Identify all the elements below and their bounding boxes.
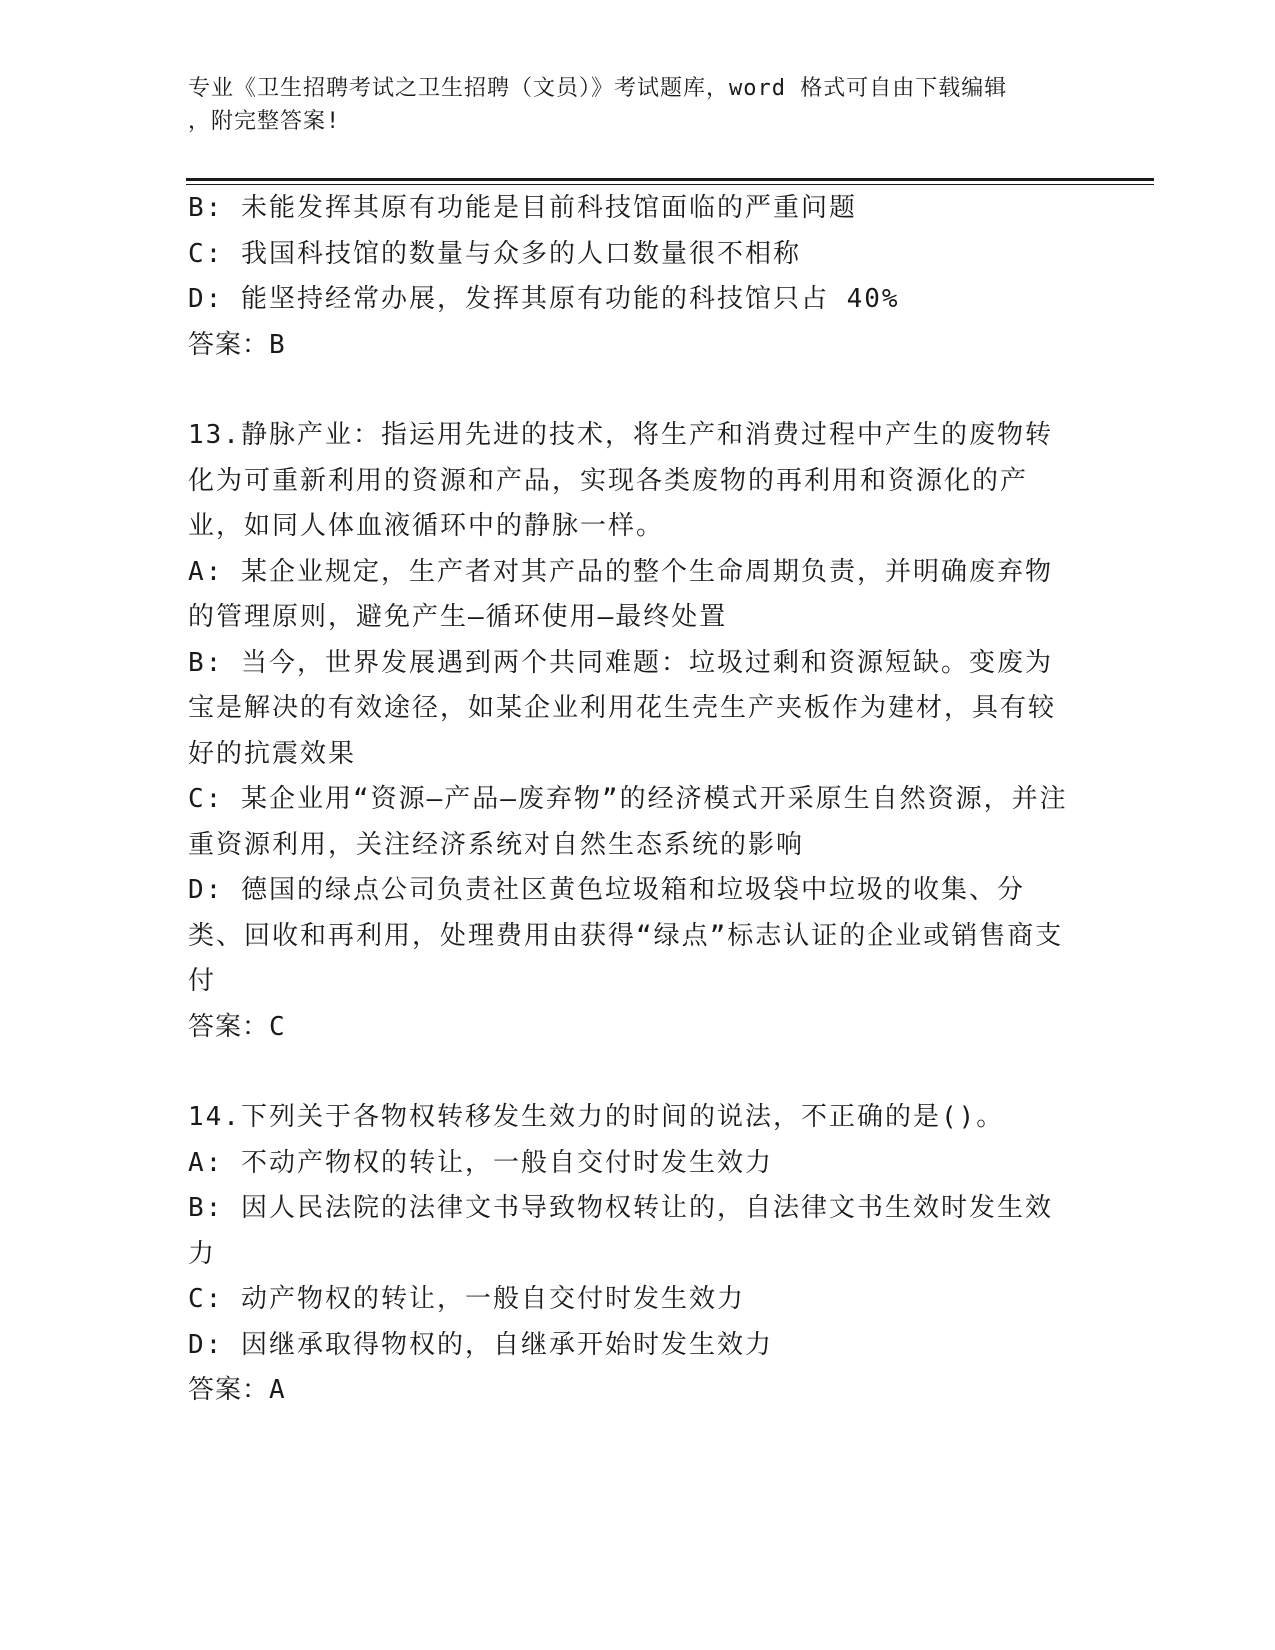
- header-divider-thin: [186, 184, 1154, 185]
- answer-line: 答案：A: [188, 1375, 286, 1405]
- option-d: D: 德国的绿点公司负责社区黄色垃圾箱和垃圾袋中垃圾的收集、分类、回收和再利用，处理费用由获得“绿点”标志认证的企业或销售商支付: [188, 875, 1064, 996]
- option-a: A: 某企业规定，生产者对其产品的整个生命周期负责，并明确废弃物的管理原则，避免产生—循环使用—最终处置: [188, 556, 1053, 632]
- page-header: [188, 72, 1088, 138]
- spacer: [188, 1050, 1078, 1095]
- option-b: B: 当今，世界发展遇到两个共同难题：垃圾过剩和资源短缺。变废为宝是解决的有效途径，如某企业利用花生壳生产夹板作为建材，具有较好的抗震效果: [188, 647, 1057, 769]
- question-stem: 14.下列关于各物权转移发生效力的时间的说法，不正确的是()。: [188, 1102, 1005, 1132]
- question-stem: 13.静脉产业：指运用先进的技术，将生产和消费过程中产生的废物转化为可重新利用的资源和产品，实现各类废物的再利用和资源化的产业，如同人体血液循环中的静脉一样。: [188, 420, 1053, 541]
- spacer: [188, 368, 1078, 413]
- answer-line: 答案：C: [188, 1011, 286, 1042]
- option-d: D: 因继承取得物权的，自继承开始时发生效力: [188, 1329, 773, 1360]
- option-a: A: 不动产物权的转让，一般自交付时发生效力: [188, 1147, 773, 1178]
- option-c: C: 某企业用“资源—产品—废弃物”的经济模式开采原生自然资源，并注重资源利用，关注经济系统对自然生态系统的影响: [188, 784, 1068, 860]
- answer-line: 答案：B: [188, 329, 286, 360]
- document-body: [188, 186, 1078, 1414]
- option-b: B: 因人民法院的法律文书导致物权转让的，自法律文书生效时发生效力: [188, 1193, 1053, 1269]
- header-line-1: 专业《卫生招聘考试之卫生招聘（文员）》考试题库，word 格式可自由下载编辑: [188, 76, 1008, 101]
- question-14: [188, 1095, 1078, 1414]
- header-divider-thick: [186, 178, 1154, 181]
- question-12-continued: [188, 186, 1078, 368]
- option-c: C: 动产物权的转让，一般自交付时发生效力: [188, 1284, 745, 1314]
- option-b: B: 未能发挥其原有功能是目前科技馆面临的严重问题: [188, 193, 857, 223]
- option-d: D: 能坚持经常办展，发挥其原有功能的科技馆只占 40%: [188, 284, 900, 314]
- option-c: C: 我国科技馆的数量与众多的人口数量很不相称: [188, 238, 801, 269]
- header-line-2: ，附完整答案!: [188, 109, 341, 134]
- question-13: [188, 413, 1078, 1050]
